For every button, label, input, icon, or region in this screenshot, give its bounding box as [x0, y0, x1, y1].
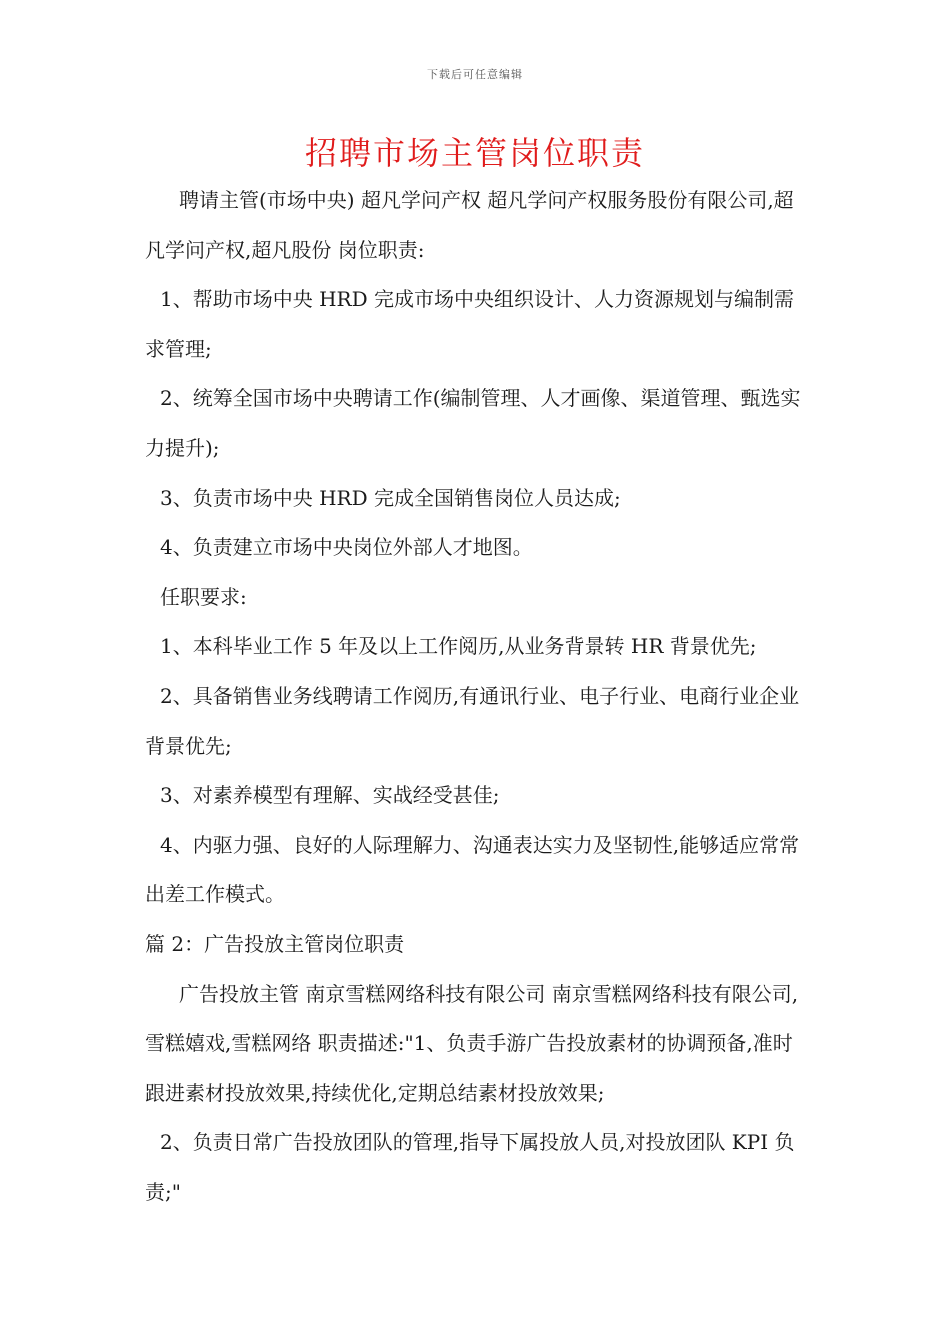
paragraph-requirement-3: 3、对素养模型有理解、实战经受甚佳; [160, 783, 500, 808]
paragraph-section-2-duty-2: 2、负责日常广告投放团队的管理,指导下属投放人员,对投放团队 KPI 负责;" [145, 1130, 795, 1204]
paragraph-section-2-intro: 广告投放主管 南京雪糕网络科技有限公司 南京雪糕网络科技有限公司,雪糕嬉戏,雪糕网络 职责描述:"1、负责手游广告投放素材的协调预备,准时跟进素材投放效果,持续优化,定期总结素材投放效果; [145, 981, 799, 1105]
paragraph-duty-1: 1、帮助市场中央 HRD 完成市场中央组织设计、人力资源规划与编制需求管理; [145, 287, 794, 361]
document-title: 招聘市场主管岗位职责 [304, 134, 645, 172]
paragraph-duty-2: 2、统筹全国市场中央聘请工作(编制管理、人才画像、渠道管理、甄选实力提升); [145, 386, 801, 460]
paragraph-duty-3: 3、负责市场中央 HRD 完成全国销售岗位人员达成; [160, 485, 621, 510]
paragraph-requirement-2: 2、具备销售业务线聘请工作阅历,有通讯行业、电子行业、电商行业企业背景优先; [145, 683, 800, 758]
document-body [145, 176, 810, 1217]
header-note: 下载后可任意编辑 [427, 68, 523, 81]
paragraph-requirements-heading: 任职要求: [160, 584, 247, 609]
paragraph-requirement-1: 1、本科毕业工作 5 年及以上工作阅历,从业务背景转 HR 背景优先; [160, 634, 757, 659]
paragraph-requirement-4: 4、内驱力强、良好的人际理解力、沟通表达实力及坚韧性,能够适应常常出差工作模式。 [145, 832, 800, 907]
paragraph-duty-4: 4、负责建立市场中央岗位外部人才地图。 [160, 535, 533, 560]
paragraph-intro: 聘请主管(市场中央) 超凡学问产权 超凡学问产权服务股份有限公司,超凡学问产权,超凡股份 岗位职责: [145, 188, 794, 262]
paragraph-section-2-heading: 篇 2：广告投放主管岗位职责 [145, 931, 405, 956]
